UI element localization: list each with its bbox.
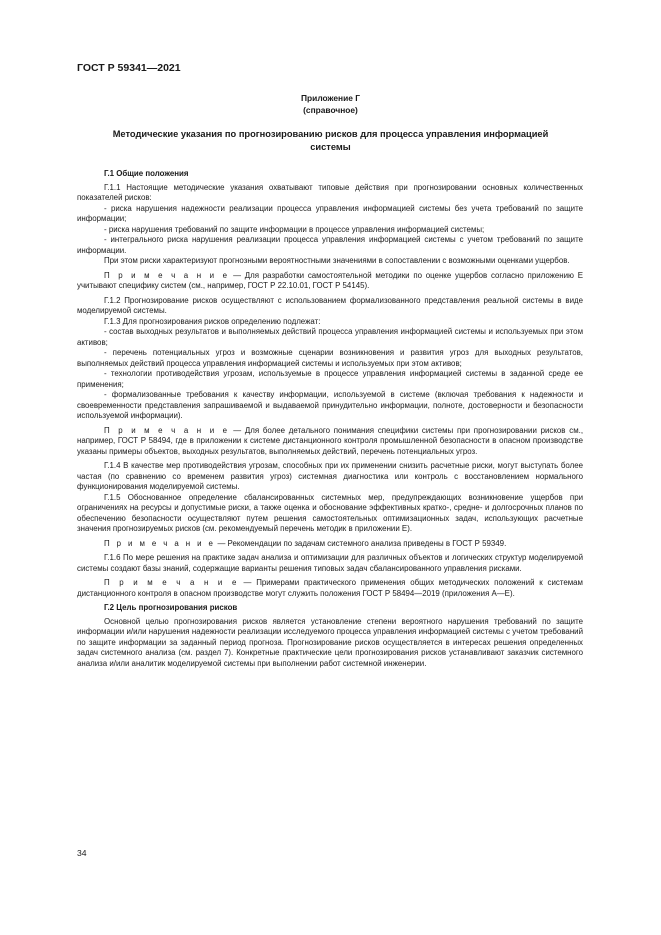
list-item: - риска нарушения требований по защите информации в процессе управления информацией системы; xyxy=(104,224,485,234)
list-item: - интегрального риска нарушения реализации процесса управления информацией системы с учетом требований по защите информации. xyxy=(77,235,583,255)
paragraph: Г.1.4 В качестве мер противодействия угрозам, способных при их применении снизить расчетные риски, могут выступать более частая (по сравнению со временем развития угроз) системная диагностика или контроль с восстановлением нормального функционирования моделируемой системы. xyxy=(77,461,583,491)
paragraph: Г.1.6 По мере решения на практике задач анализа и оптимизации для различных объектов и логических структур моделируемой системы создают базы знаний, содержащие варианты решения типовых задач сбалансированного управления рисками. xyxy=(77,553,583,573)
note-label: П р и м е ч а н и е xyxy=(104,578,239,587)
note-text: — Для более детального понимания специфики системы при прогнозировании рисков см., например, ГОСТ Р 58494, где в приложении к системе дистанционного контроля промышленной безопасности в опасном производстве указаны примеры объектов, выходных результатов, выполняемых действий, перечень потенциальных угроз. xyxy=(77,425,584,456)
document-header: ГОСТ Р 59341—2021 xyxy=(77,62,181,74)
section-heading: Г.2 Цель прогнозирования рисков xyxy=(104,603,238,612)
note xyxy=(77,426,583,458)
note xyxy=(77,271,583,292)
paragraph: Г.1.2 Прогнозирование рисков осуществляют с использованием формализованного представления реальной системы в виде моделируемой системы. xyxy=(77,295,583,315)
list-item: - технологии противодействия угрозам, используемые в процессе управления информацией системы в заданной среде ее применения; xyxy=(77,369,583,389)
paragraph: Г.1.1 Настоящие методические указания охватывают типовые действия при прогнозировании основных количественных показателей рисков: xyxy=(77,182,583,202)
note-text: — Для разработки самостоятельной методики по оценке ущербов согласно приложению Е учитывают специфику систем (см., например, ГОСТ Р 22.10.01, ГОСТ Р 54145). xyxy=(77,270,583,290)
title-line-1: Методические указания по прогнозированию рисков для процесса управления информацией xyxy=(112,129,549,139)
paragraph: Основной целью прогнозирования рисков является установление степени вероятного нарушения требований по защите информации и/или нарушения надежности реализации исследуемого процесса управления информацией системы с учетом требований по защите информации за заданный период прогноза. Прогнозирование рисков осуществляется в интересах решения определенных задач системного анализа (см. раздел 7). Конкретные практические цели прогнозирования рисков устанавливают заказчик системного анализа и/или аналитик моделируемой системы при выполнении работ системной инженерии. xyxy=(77,616,583,668)
list-item: - перечень потенциальных угроз и возможные сценарии возникновения и развития угроз для выходных результатов, выполняемых действий процесса управления информацией системы и используемых при этом активов; xyxy=(77,348,583,368)
annex-subtitle: (справочное) xyxy=(303,105,358,115)
note-label: П р и м е ч а н и е xyxy=(104,425,230,435)
note-text: — Примерами практического применения общих методических положений к системам дистанционного контроля в опасном производстве могут служить положения ГОСТ Р 58494—2019 (приложения А—Е). xyxy=(77,578,583,598)
note xyxy=(77,539,583,550)
paragraph: Г.1.5 Обоснованное определение сбалансированных системных мер, предупреждающих возникновение ущербов при ограничениях на ресурсы и допустимые риски, а также оценка и обоснование эффективных кратко-, средне- и долгосрочных планов по обеспечению безопасности осуществляют путем решения самостоятельных оптимизационных задач, использующих расчетные значения прогнозируемых рисков (см. рекомендуемый перечень методик в приложении Е). xyxy=(77,492,583,533)
note-label: П р и м е ч а н и е xyxy=(104,538,216,548)
list-item: - риска нарушения надежности реализации процесса управления информацией системы без учета требований по защите информации; xyxy=(77,203,583,223)
note-label: П р и м е ч а н и е xyxy=(104,270,230,280)
paragraph: Г.1.3 Для прогнозирования рисков определению подлежат: xyxy=(104,316,321,326)
section-heading: Г.1 Общие положения xyxy=(104,169,189,178)
paragraph: При этом риски характеризуют прогнозными вероятностными значениями в сопоставлении с возможными оценками ущербов. xyxy=(104,256,570,265)
note xyxy=(77,578,583,599)
document-body xyxy=(77,169,583,669)
list-item: - формализованные требования к качеству информации, используемой в системе (включая требования к надежности и своевременности представления запрашиваемой и выдаваемой принудительно информации, полноте, достоверности и безопасности используемой информации). xyxy=(77,390,583,420)
annex-main-title xyxy=(77,128,584,154)
note-text: — Рекомендации по задачам системного анализа приведены в ГОСТ Р 59349. xyxy=(215,538,507,548)
page-number: 34 xyxy=(77,848,87,858)
annex-heading xyxy=(77,92,584,116)
title-line-2: системы xyxy=(310,142,351,152)
annex-title: Приложение Г xyxy=(301,93,360,103)
list-item: - состав выходных результатов и выполняемых действий процесса управления информацией системы и используемых при этом активов; xyxy=(77,327,583,347)
